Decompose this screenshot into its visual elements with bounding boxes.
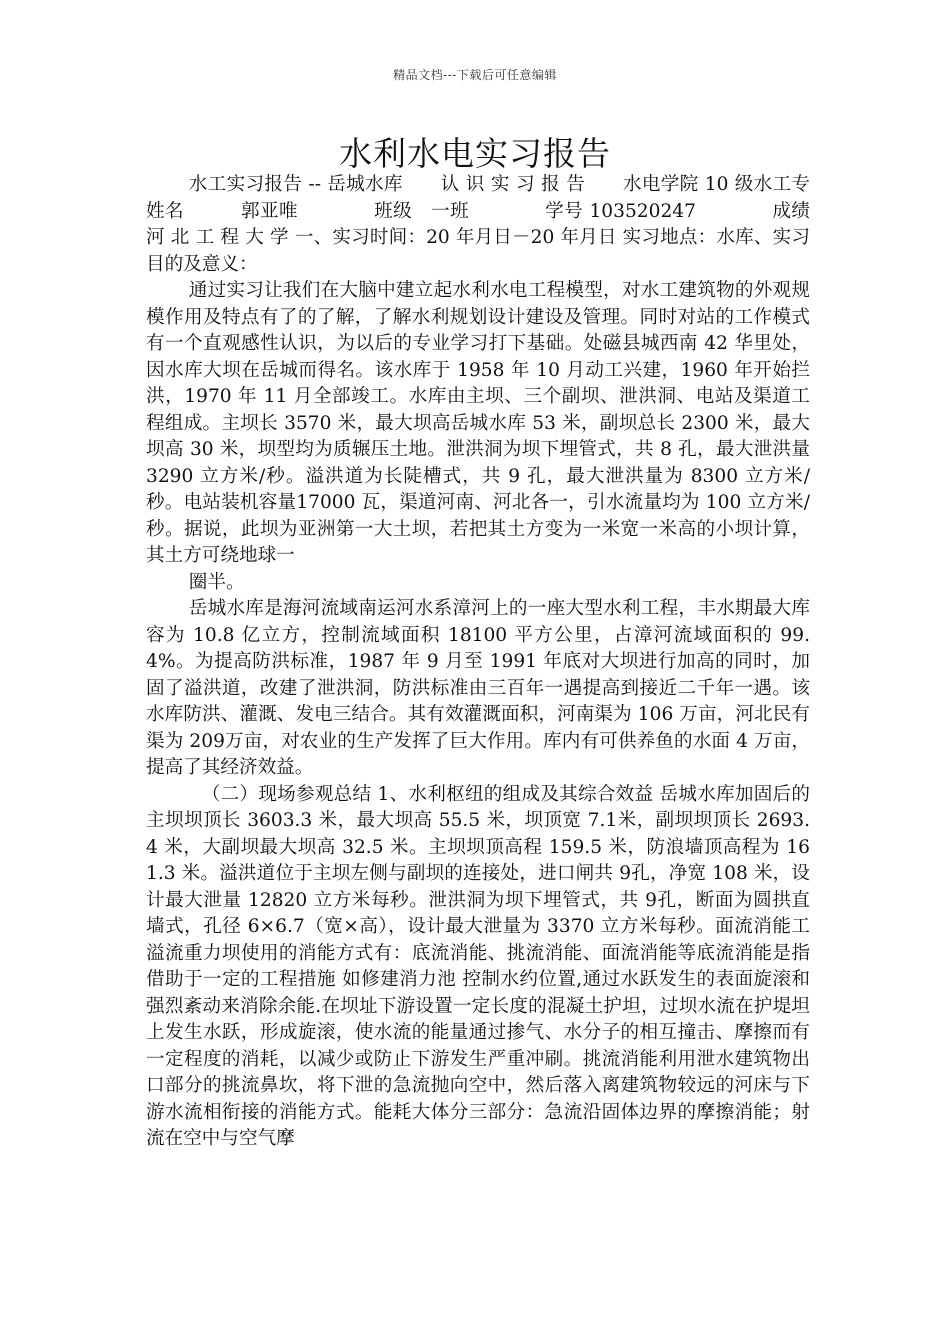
document-body	[146, 172, 922, 1153]
document-title: 水利水电实习报告	[339, 134, 611, 173]
purpose-paragraph: 通过实习让我们在大脑中建立起水利水电工程模型，对水工建筑物的外观规模作用及特点有了的了解，了解水利规划设计建设及管理。同时对站的工作模式有一个直观感性认识，为以后的专业学习打下基础。处磁县城西南 42 华里处，因水库大坝在岳城而得名。该水库于 1958 年 10 月动工兴建，1960 年开始拦洪，1970 年 11 月全部竣工。水库由主坝、三个副坝、泄洪洞、电站及渠道工程组成。主坝长 3570 米，最大坝高岳城水库 53 米，副坝总长 2300 米，最大坝高 30 米，坝型均为质辗压土地。泄洪洞为坝下埋管式，共 8 孔，最大泄洪量 3290 立方米/秒。溢洪道为长陡槽式，共 9 孔，最大泄洪量为 8300 立方米/秒。电站装机容量17000 瓦，渠道河南、河北各一，引水流量均为 100 立方米/秒。据说，此坝为亚洲第一大土坝，若把其土方变为一米宽一米高的小坝计算，其土方可绕地球一	[146, 280, 810, 566]
page-header-note: 精品文档---下载后可任意编辑	[393, 68, 557, 82]
site-visit-summary-paragraph: （二）现场参观总结 1、水利枢纽的组成及其综合效益 岳城水库加固后的主坝坝顶长 3603.3 米，最大坝高 55.5 米，坝顶宽 7.1米，副坝坝顶长 2693.4 米，大副坝最大坝高 32.5 米。主坝坝顶高程 159.5 米，防浪墙顶高程为 161.3 米。溢洪道位于主坝左侧与副坝的连接处，进口闸共 9孔，净宽 108 米，设计最大泄量 12820 立方米每秒。泄洪洞为坝下埋管式，共 9孔，断面为圆拱直墙式，孔径 6×6.7（宽×高），设计最大泄量为 3370 立方米每秒。面流消能工溢流重力坝使用的消能方式有：底流消能、挑流消能、面流消能等底流消能是指借助于一定的工程措施 如修建消力池 控制水约位置,通过水跃发生的表面旋滚和强烈紊动来消除余能.在坝址下游设置一定长度的混凝土护坦，过坝水流在护堤坦上发生水跃，形成旋滚，使水流的能量通过掺气、水分子的相互撞击、摩擦而有一定程度的消耗，以减少或防止下游发生严重冲刷。挑流消能利用泄水建筑物出口部分的挑流鼻坎，将下泄的急流抛向空中，然后落入离建筑物较远的河床与下游水流相衔接的消能方式。能耗大体分三部分：急流沿固体边界的摩擦消能；射流在空中与空气摩	[146, 783, 810, 1149]
reservoir-overview-paragraph: 岳城水库是海河流域南运河水系漳河上的一座大型水利工程，丰水期最大库容为 10.8 亿立方，控制流域面积 18100 平方公里，占漳河流域面积的 99.4%。为提高防洪标准，1987 年 9 月至 1991 年底对大坝进行加高的同时，加固了溢洪道，改建了泄洪洞，防洪标准由三百年一遇提高到接近二千年一遇。该水库防洪、灌溉、发电三结合。其有效灌溉面积，河南渠为 106 万亩，河北民有渠为 209万亩，对农业的生产发挥了巨大作用。库内有可供养鱼的水面 4 万亩，提高了其经济效益。	[146, 598, 810, 778]
purpose-paragraph-continued: 圈半。	[188, 571, 245, 593]
report-info-paragraph: 水工实习报告 -- 岳城水库 认 识 实 习 报 告 水电学院 10 级水工专 姓名 郭亚唯 班级 一班 学号 103520247 成绩 河 北 工 程 大 学 一、实习时间：20 年月日－20 年月日 实习地点：水库、实习目的及意义：	[146, 174, 922, 275]
